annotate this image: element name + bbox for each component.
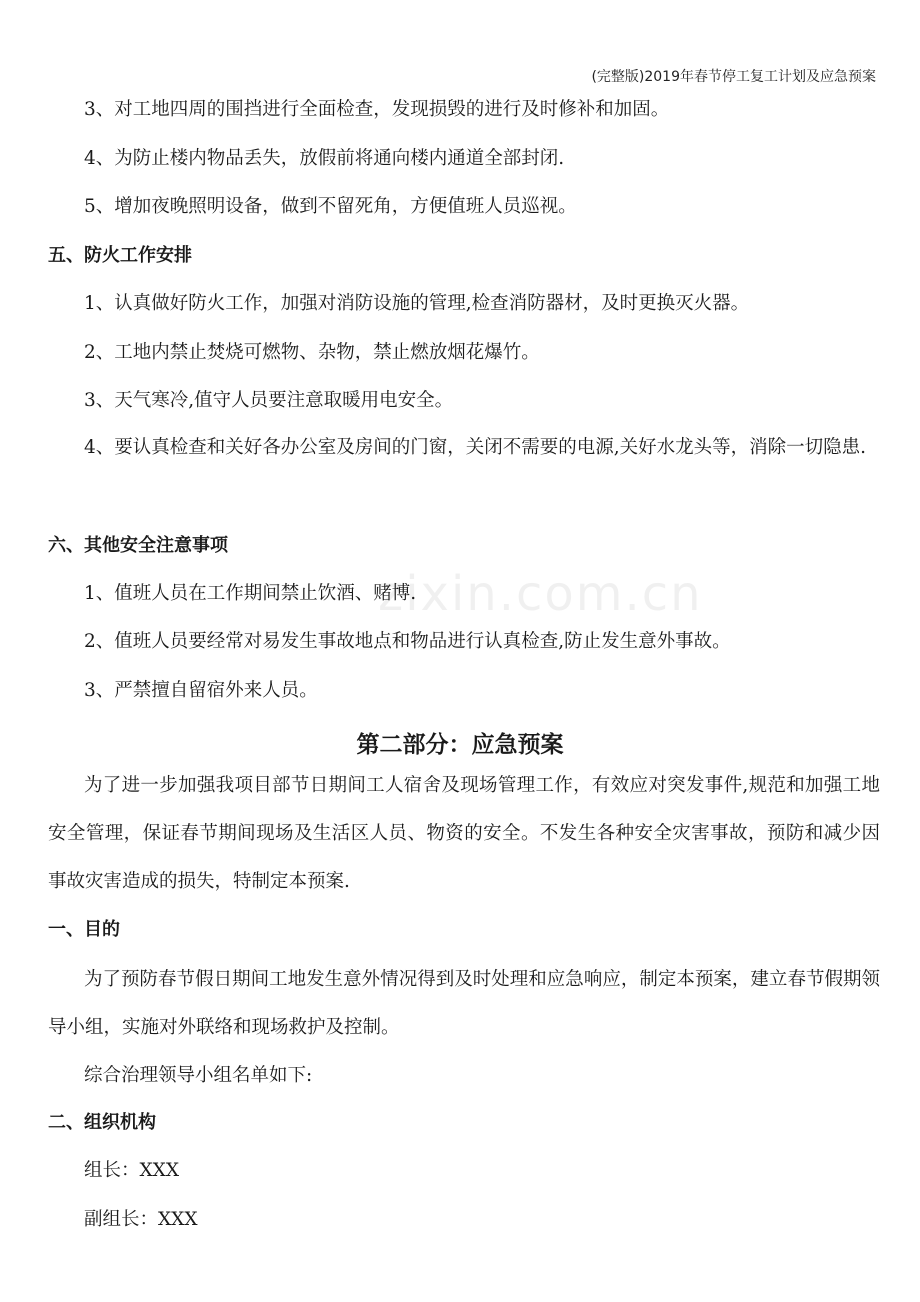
list-item: 1、值班人员在工作期间禁止饮酒、赌博. (84, 583, 417, 604)
list-item-paragraph: 4、要认真检查和关好各办公室及房间的门窗，关闭不需要的电源,关好水龙头等，消除一切隐患. (84, 437, 867, 458)
document-header: (完整版)2019年春节停工复工计划及应急预案 (591, 69, 876, 85)
section-heading-organization: 二、组织机构 (48, 1112, 156, 1133)
list-item: 3、对工地四周的围挡进行全面检查，发现损毁的进行及时修补和加固。 (84, 99, 670, 120)
list-item: 4、为防止楼内物品丢失，放假前将通向楼内通道全部封闭. (84, 148, 565, 169)
list-item: 2、工地内禁止焚烧可燃物、杂物，禁止燃放烟花爆竹。 (84, 342, 540, 363)
list-intro: 综合治理领导小组名单如下: (84, 1065, 313, 1086)
part-title: 第二部分：应急预案 (356, 732, 564, 758)
purpose-paragraph: 为了预防春节假日期间工地发生意外情况得到及时处理和应急响应，制定本预案，建立春节假期领导小组，实施对外联络和现场救护及控制。 (48, 969, 880, 1038)
leader-line: 组长：XXX (84, 1160, 180, 1181)
watermark: zixin.com.cn (378, 566, 703, 622)
section-heading-other: 六、其他安全注意事项 (48, 535, 228, 556)
list-item: 1、认真做好防火工作，加强对消防设施的管理,检查消防器材，及时更换灭火器。 (84, 293, 750, 314)
intro-paragraph: 为了进一步加强我项目部节日期间工人宿舍及现场管理工作，有效应对突发事件,规范和加强工地安全管理，保证春节期间现场及生活区人员、物资的安全。不发生各种安全灾害事故，预防和减少因事故灾害造成的损失，特制定本预案. (48, 775, 880, 892)
section-heading-purpose: 一、目的 (48, 919, 120, 940)
vice-leader-line: 副组长：XXX (84, 1209, 198, 1230)
section-heading-fire: 五、防火工作安排 (48, 245, 192, 266)
list-item: 2、值班人员要经常对易发生事故地点和物品进行认真检查,防止发生意外事故。 (84, 631, 731, 652)
list-item: 3、严禁擅自留宿外来人员。 (84, 680, 318, 701)
list-item: 3、天气寒冷,值守人员要注意取暖用电安全。 (84, 390, 454, 411)
list-item: 5、增加夜晚照明设备，做到不留死角，方便值班人员巡视。 (84, 196, 577, 217)
